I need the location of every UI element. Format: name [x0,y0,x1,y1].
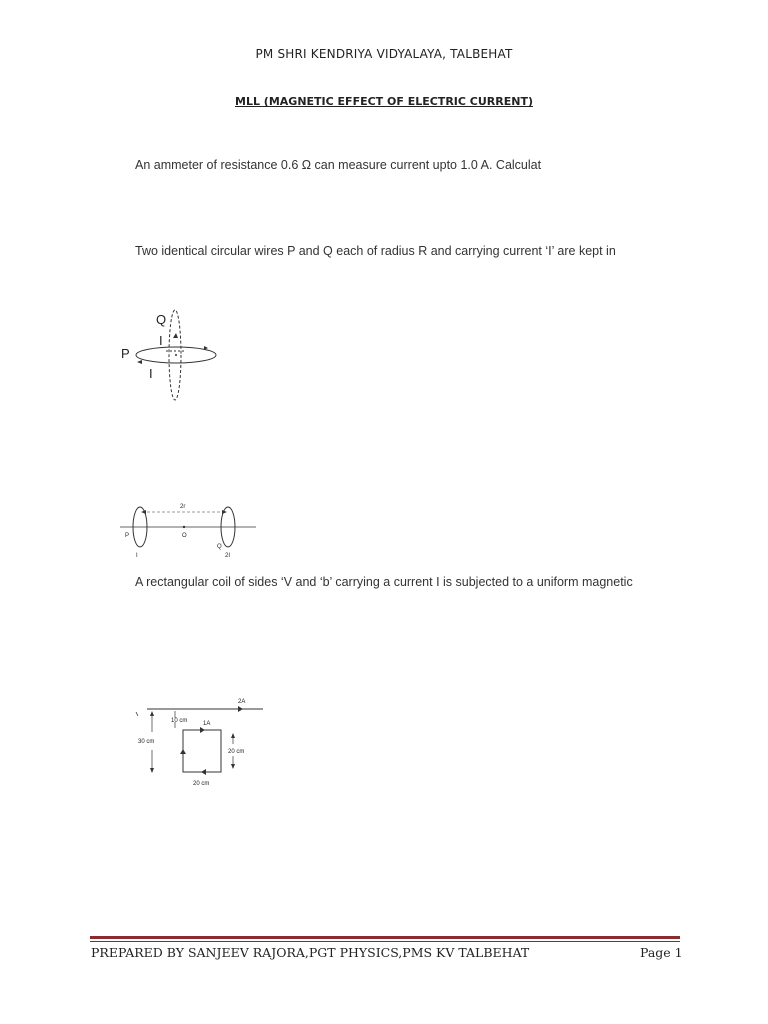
topic-heading-text: MLL (MAGNETIC EFFECT OF ELECTRIC CURRENT) [235,95,533,108]
label-2r: 2r [180,504,186,510]
label-20cm-bottom: 20 cm [193,781,210,787]
figure-coaxial-loops [118,500,258,560]
label-20cm-side: 20 cm [228,749,245,755]
figure-perpendicular-loops [110,300,230,405]
center-o [183,526,185,528]
dim-20cm-side-down-arrow [231,764,235,769]
topic-heading [0,95,768,108]
center-dot [175,354,177,356]
label-30cm: 30 cm [138,739,155,745]
dim-30cm-up-arrow [150,711,154,716]
question-3: A rectangular coil of sides ‘V and ‘b’ carrying a current I is subjected to a uniform magnetic [135,575,633,589]
figure-wire-and-loop [130,692,270,790]
wire-current-arrow [238,706,243,712]
label-i: I [136,553,138,559]
footer-prepared-by: PREPARED BY SANJEEV RAJORA,PGT PHYSICS,PMS KV TALBEHAT [91,945,530,960]
footer-rule-thin [90,941,680,942]
dim-20cm-side-up-arrow [231,733,235,738]
footer-page-number: Page 1 [640,945,683,960]
footer-rule-thick [90,936,680,939]
label-q: Q [156,312,167,327]
label-i-top: I [159,333,163,348]
dim-30cm-down-arrow [150,768,154,773]
label-q: Q [217,544,222,550]
label-i-bottom: I [149,366,153,381]
current-arrow-q [173,333,178,338]
left-tick [136,712,138,716]
label-2a: 2A [238,699,246,705]
loop-arrow-left [180,749,186,754]
loop-arrow-top [200,727,205,733]
current-arrow-p [137,360,142,364]
question-1: An ammeter of resistance 0.6 Ω can measure current upto 1.0 A. Calculat [135,158,542,172]
label-10cm: 10 cm [171,718,188,724]
question-2: Two identical circular wires P and Q each of radius R and carrying current ‘I’ are kept in [135,244,616,258]
loop-arrow-bottom [201,769,206,775]
rect-loop [183,730,221,772]
label-p: P [121,346,130,361]
label-o: O [182,533,187,539]
label-2i: 2I [225,553,231,559]
school-heading: PM SHRI KENDRIYA VIDYALAYA, TALBEHAT [255,47,513,61]
label-p: P [125,533,130,539]
label-1a: 1A [203,721,211,727]
